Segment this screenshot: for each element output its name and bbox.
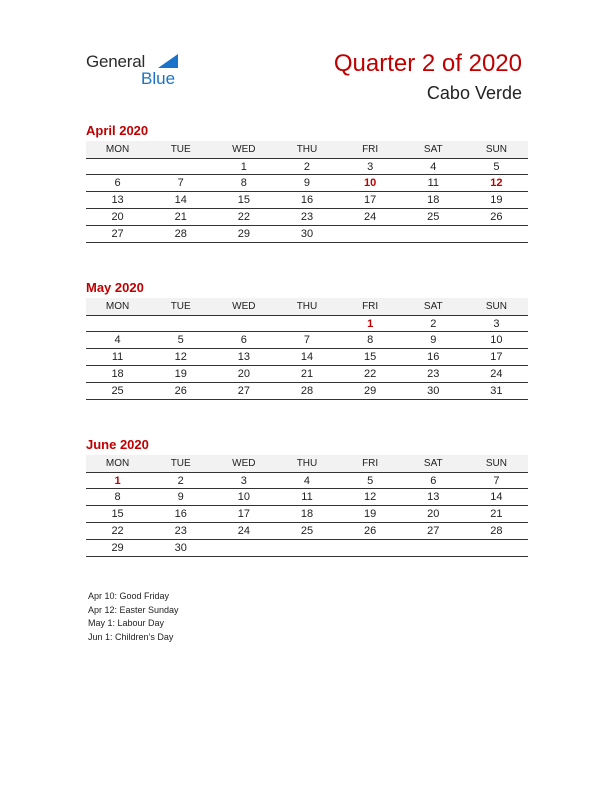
day-cell: 11 — [111, 351, 124, 363]
weekday-label: THU — [296, 458, 318, 469]
day-cell: 12 — [174, 351, 187, 363]
day-cell: 10 — [237, 491, 250, 503]
week-row — [86, 349, 528, 366]
day-cell: 6 — [240, 334, 247, 346]
weekday-label: MON — [105, 144, 130, 155]
weekday-label: FRI — [362, 144, 379, 155]
day-cell: 25 — [111, 385, 124, 397]
day-cell: 16 — [300, 194, 314, 206]
week-row — [86, 226, 528, 243]
week-row — [86, 158, 528, 175]
day-cell: 29 — [111, 542, 124, 554]
day-cell: 16 — [174, 508, 187, 520]
weekday-label: FRI — [362, 458, 379, 469]
day-cell: 27 — [427, 525, 440, 537]
day-cell: 14 — [300, 351, 314, 363]
page-title: Quarter 2 of 2020 — [333, 50, 522, 77]
day-cell: 4 — [114, 334, 121, 346]
day-cell: 23 — [427, 368, 440, 380]
day-cell: 8 — [367, 334, 374, 346]
day-cell: 29 — [364, 385, 377, 397]
week-row — [86, 192, 528, 209]
weekday-header-row — [86, 455, 528, 472]
day-cell: 4 — [430, 160, 437, 173]
day-cell: 9 — [303, 177, 311, 189]
day-cell: 19 — [364, 508, 377, 520]
day-cell: 7 — [493, 474, 500, 487]
week-row — [86, 366, 528, 383]
day-cell: 27 — [111, 228, 124, 240]
day-cell: 26 — [364, 525, 377, 537]
day-cell: 30 — [300, 228, 314, 240]
day-cell: 4 — [303, 474, 311, 487]
month-title: June 2020 — [86, 437, 149, 452]
day-cell: 2 — [177, 474, 184, 487]
day-cell: 18 — [300, 508, 314, 520]
day-cell: 5 — [367, 474, 374, 487]
weekday-label: THU — [296, 301, 318, 312]
day-cell: 24 — [490, 368, 503, 380]
day-cell: 19 — [490, 194, 503, 206]
day-cell: 13 — [111, 194, 124, 206]
week-row — [86, 506, 528, 523]
day-cell: 24 — [364, 211, 377, 223]
week-row — [86, 315, 528, 332]
day-cell: 21 — [300, 368, 314, 380]
weekday-label: TUE — [170, 458, 191, 469]
day-cell: 26 — [490, 211, 503, 223]
day-cell: 25 — [427, 211, 440, 223]
week-row — [86, 175, 528, 192]
day-cell: 16 — [427, 351, 440, 363]
weekday-label: TUE — [170, 301, 191, 312]
day-cell: 22 — [364, 368, 377, 380]
day-cell: 21 — [174, 211, 187, 223]
day-cell: 1 — [114, 474, 121, 487]
day-cell: 30 — [427, 385, 440, 397]
day-cell: 28 — [300, 385, 314, 397]
holiday-list — [88, 590, 179, 644]
month-block — [86, 123, 528, 243]
weekday-label: SAT — [423, 301, 443, 312]
weekday-label: WED — [232, 458, 256, 469]
day-cell: 28 — [174, 228, 187, 240]
day-cell: 29 — [237, 228, 250, 240]
day-cell: 30 — [174, 542, 187, 554]
day-cell: 17 — [490, 351, 503, 363]
day-cell: 8 — [240, 177, 247, 189]
weekday-label: WED — [232, 301, 256, 312]
weekday-label: THU — [296, 144, 318, 155]
week-row — [86, 332, 528, 349]
day-cell: 17 — [237, 508, 250, 520]
day-cell: 3 — [493, 317, 500, 330]
logo-triangle-icon — [158, 54, 178, 68]
generalblue-logo — [86, 52, 196, 92]
weekday-header-row — [86, 141, 528, 158]
weekday-label: SAT — [423, 458, 443, 469]
holiday-item: Jun 1: Children’s Day — [88, 631, 174, 642]
day-cell: 1 — [367, 317, 374, 330]
day-cell: 5 — [493, 160, 500, 173]
weekday-label: MON — [105, 458, 130, 469]
country-name: Cabo Verde — [426, 83, 522, 103]
weekday-label: SUN — [485, 301, 507, 312]
day-cell: 2 — [303, 160, 311, 173]
weekday-label: SAT — [423, 144, 443, 155]
day-cell: 7 — [303, 334, 311, 346]
day-cell: 26 — [174, 385, 187, 397]
day-cell: 20 — [111, 211, 124, 223]
week-row — [86, 209, 528, 226]
day-cell: 10 — [364, 177, 377, 189]
day-cell: 9 — [177, 491, 184, 503]
holiday-item: May 1: Labour Day — [88, 618, 165, 628]
day-cell: 6 — [430, 474, 437, 487]
weekday-label: TUE — [170, 144, 191, 155]
day-cell: 17 — [364, 194, 377, 206]
month-block — [86, 280, 528, 400]
day-cell: 18 — [111, 368, 124, 380]
day-cell: 11 — [427, 177, 439, 189]
day-cell: 14 — [490, 491, 503, 503]
day-cell: 25 — [300, 525, 314, 537]
day-cell: 3 — [367, 160, 374, 173]
day-cell: 15 — [364, 351, 377, 363]
month-title: May 2020 — [86, 280, 144, 295]
day-cell: 31 — [490, 385, 503, 397]
day-cell: 14 — [174, 194, 187, 206]
day-cell: 15 — [111, 508, 124, 520]
day-cell: 24 — [237, 525, 250, 537]
day-cell: 28 — [490, 525, 503, 537]
day-cell: 12 — [364, 491, 377, 503]
weekday-label: MON — [105, 301, 130, 312]
day-cell: 2 — [430, 317, 437, 330]
day-cell: 1 — [240, 160, 247, 173]
day-cell: 21 — [490, 508, 503, 520]
week-row — [86, 472, 528, 489]
day-cell: 22 — [237, 211, 250, 223]
weekday-label: WED — [232, 144, 256, 155]
weekday-label: SUN — [485, 458, 507, 469]
day-cell: 23 — [174, 525, 187, 537]
weekday-label: FRI — [362, 301, 379, 312]
day-cell: 13 — [237, 351, 250, 363]
day-cell: 5 — [177, 334, 184, 346]
logo-text-blue: Blue — [141, 69, 176, 88]
day-cell: 15 — [237, 194, 250, 206]
day-cell: 22 — [111, 525, 124, 537]
day-cell: 11 — [301, 491, 313, 503]
weekday-header-row — [86, 298, 528, 315]
week-row — [86, 489, 528, 506]
day-cell: 20 — [427, 508, 440, 520]
day-cell: 12 — [490, 177, 503, 189]
day-cell: 9 — [430, 334, 437, 346]
day-cell: 19 — [174, 368, 187, 380]
day-cell: 18 — [427, 194, 440, 206]
weekday-label: SUN — [485, 144, 507, 155]
holiday-item: Apr 10: Good Friday — [88, 591, 170, 601]
week-row — [86, 523, 528, 540]
week-row — [86, 383, 528, 400]
month-block — [86, 437, 528, 557]
day-cell: 10 — [490, 334, 503, 346]
day-cell: 3 — [240, 474, 247, 487]
day-cell: 13 — [427, 491, 440, 503]
week-row — [86, 540, 528, 557]
logo-text-general: General — [86, 52, 146, 71]
day-cell: 8 — [114, 491, 121, 503]
day-cell: 20 — [237, 368, 250, 380]
day-cell: 6 — [114, 177, 121, 189]
month-title: April 2020 — [86, 123, 149, 138]
holiday-item: Apr 12: Easter Sunday — [88, 604, 179, 615]
day-cell: 27 — [237, 385, 250, 397]
day-cell: 23 — [300, 211, 314, 223]
day-cell: 7 — [177, 177, 184, 189]
